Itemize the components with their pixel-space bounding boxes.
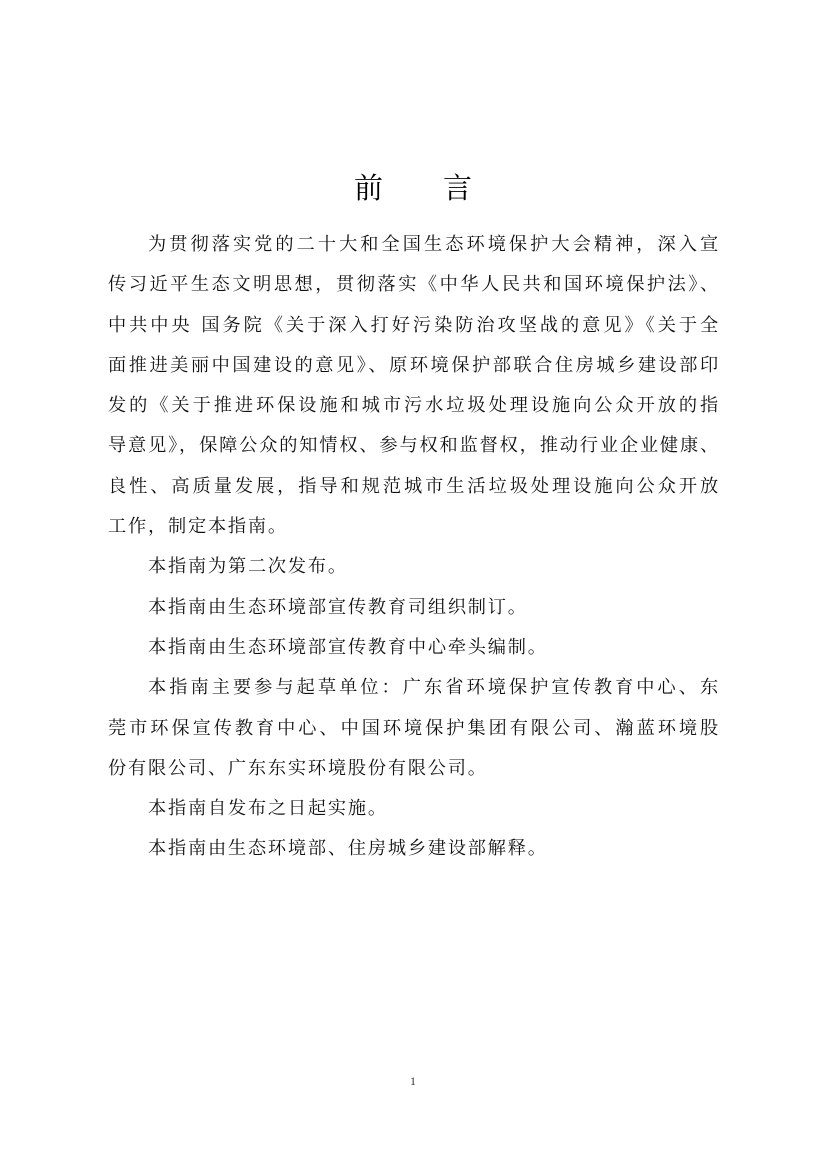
preface-body xyxy=(108,225,720,870)
paragraph-organizer xyxy=(108,588,720,628)
paragraph-compiler xyxy=(108,628,720,668)
paragraph-effective-date xyxy=(108,789,720,829)
text-line: 中共中央 国务院《关于深入打好污染防治攻坚战的意见》《关于全 xyxy=(108,314,720,336)
paragraph-release xyxy=(108,547,720,587)
text-line: 本指南主要参与起草单位：广东省环境保护宣传教育中心、东 xyxy=(148,677,720,699)
paragraph-interpretation xyxy=(108,829,720,869)
title-char-2: 言 xyxy=(443,171,473,205)
paragraph-drafting-units xyxy=(108,668,720,789)
text-line: 工作，制定本指南。 xyxy=(108,516,288,538)
text-line: 份有限公司、广东东实环境股份有限公司。 xyxy=(108,757,488,779)
text-line: 良性、高质量发展，指导和规范城市生活垃圾处理设施向公众开放 xyxy=(108,475,720,497)
page-title xyxy=(0,168,826,208)
text-line: 本指南自发布之日起实施。 xyxy=(148,798,388,820)
text-line: 导意见》，保障公众的知情权、参与权和监督权，推动行业企业健康、 xyxy=(108,435,720,457)
text-line: 莞市环保宣传教育中心、中国环境保护集团有限公司、瀚蓝环境股 xyxy=(108,717,720,739)
text-line: 传习近平生态文明思想，贯彻落实《中华人民共和国环境保护法》、 xyxy=(108,274,720,296)
paragraph-purpose xyxy=(108,225,720,547)
page-number: 1 xyxy=(410,1074,416,1088)
text-line: 本指南由生态环境部宣传教育司组织制订。 xyxy=(148,596,528,618)
text-line: 面推进美丽中国建设的意见》、原环境保护部联合住房城乡建设部印 xyxy=(108,354,720,376)
text-line: 发的《关于推进环保设施和城市污水垃圾处理设施向公众开放的指 xyxy=(108,395,720,417)
text-line: 为贯彻落实党的二十大和全国生态环境保护大会精神，深入宣 xyxy=(148,234,720,255)
title-char-1: 前 xyxy=(353,171,383,205)
text-line: 本指南由生态环境部、住房城乡建设部解释。 xyxy=(148,838,548,860)
text-line: 本指南为第二次发布。 xyxy=(148,556,348,578)
text-line: 本指南由生态环境部宣传教育中心牵头编制。 xyxy=(148,636,548,658)
